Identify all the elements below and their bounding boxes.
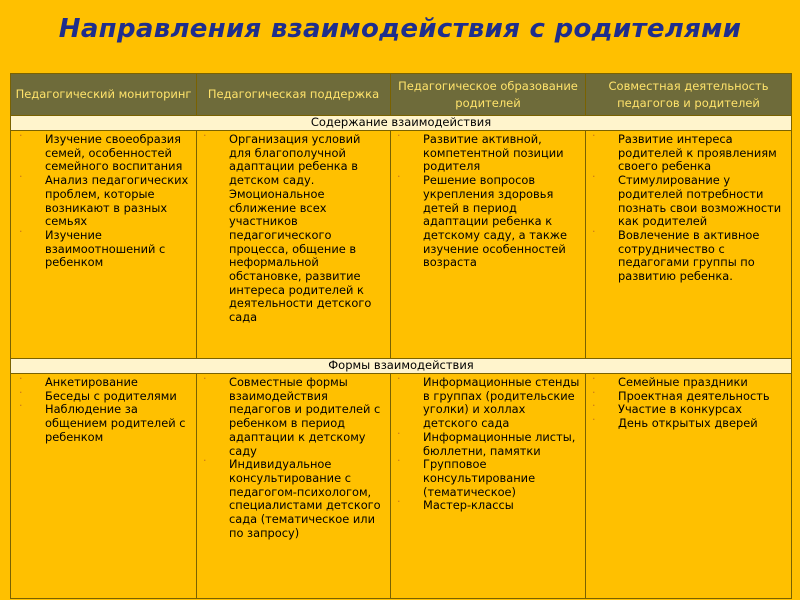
list-item: · Беседы с родителями: [45, 390, 192, 404]
list-item: · Развитие активной, компетентной позиции родителя: [423, 133, 581, 174]
content-cell-monitoring: [11, 131, 197, 359]
column-header-monitoring: Педагогический мониторинг: [11, 74, 197, 116]
list-item: · Проектная деятельность: [618, 390, 787, 404]
content-cell-joint-activity: [586, 131, 792, 359]
bullet-list: [391, 374, 585, 515]
list-item: · Совместные формы взаимодействия педагогов и родителей с ребенком в период адаптации к детскому саду: [229, 376, 386, 458]
content-cell-support: [197, 131, 391, 359]
bullet-list: [586, 374, 791, 433]
list-item: · Анкетирование: [45, 376, 192, 390]
list-item: · День открытых дверей: [618, 417, 787, 431]
content-cell-education: [391, 131, 586, 359]
column-header-support: Педагогическая поддержка: [197, 74, 391, 116]
interaction-table: [10, 73, 792, 599]
bullet-list: [11, 374, 196, 447]
forms-cell-education: [391, 374, 586, 599]
bullet-list: [197, 374, 390, 542]
list-item: · Организация условий для благополучной адаптации ребенка в детском саду. Эмоциональное сближение всех участников педагогического процесса, общение в неформальной обстановке, развитие интереса родителей к деятельности детского сада: [229, 133, 386, 325]
column-header-joint-activity: Совместная деятельность педагогов и родителей: [586, 74, 792, 116]
list-item: · Изучение своеобразия семей, особенностей семейного воспитания: [45, 133, 192, 174]
list-item: · Решение вопросов укрепления здоровья детей в период адаптации ребенка к детскому саду, а также изучение особенностей возраста: [423, 174, 581, 270]
section-heading-content: Содержание взаимодействия: [11, 116, 792, 131]
list-item: · Наблюдение за общением родителей с ребенком: [45, 403, 192, 444]
page-title: Направления взаимодействия с родителями: [58, 14, 742, 44]
forms-cell-monitoring: [11, 374, 197, 599]
bullet-list: [11, 131, 196, 272]
list-item: · Участие в конкурсах: [618, 403, 787, 417]
list-item: · Изучение взаимоотношений с ребенком: [45, 229, 192, 270]
forms-cell-joint-activity: [586, 374, 792, 599]
section-row-forms: [11, 359, 792, 374]
section-heading-forms: Формы взаимодействия: [11, 359, 792, 374]
forms-cell-support: [197, 374, 391, 599]
list-item: · Индивидуальное консультирование с педагогом-психологом, специалистами детского сада (тематическое или по запросу): [229, 458, 386, 540]
forms-row: [11, 374, 792, 599]
list-item: · Групповое консультирование (тематическое): [423, 458, 581, 499]
list-item: · Информационные стенды в группах (родительские уголки) и холлах детского сада: [423, 376, 581, 431]
list-item: · Анализ педагогических проблем, которые возникают в разных семьях: [45, 174, 192, 229]
column-header-education: Педагогическое образование родителей: [391, 74, 586, 116]
content-row: [11, 131, 792, 359]
list-item: · Мастер-классы: [423, 499, 581, 513]
list-item: · Семейные праздники: [618, 376, 787, 390]
list-item: · Вовлечение в активное сотрудничество с педагогами группы по развитию ребенка.: [618, 229, 787, 284]
bullet-list: [391, 131, 585, 272]
bullet-list: [197, 131, 390, 327]
list-item: · Стимулирование у родителей потребности познать свои возможности как родителей: [618, 174, 787, 229]
list-item: · Развитие интереса родителей к проявлениям своего ребенка: [618, 133, 787, 174]
list-item: · Информационные листы, бюллетни, памятки: [423, 431, 581, 458]
header-row: [11, 74, 792, 116]
bullet-list: [586, 131, 791, 286]
section-row-content: [11, 116, 792, 131]
